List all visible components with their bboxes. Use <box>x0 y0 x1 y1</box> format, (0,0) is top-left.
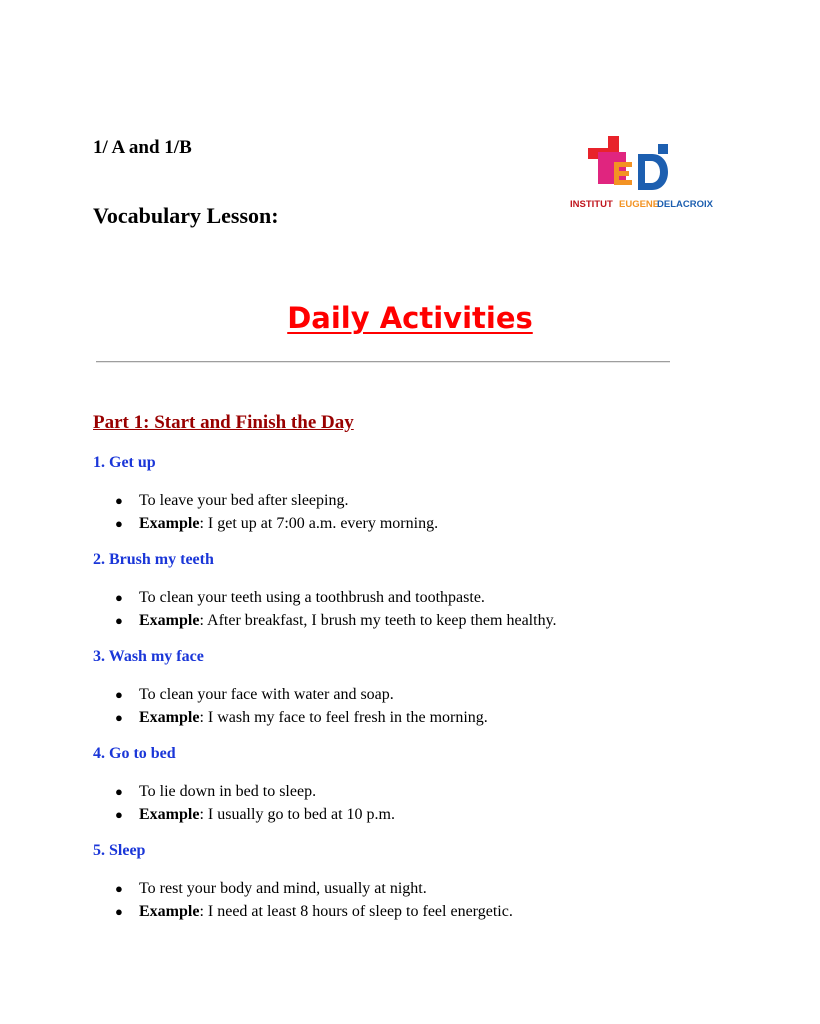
page-title: Daily Activities <box>287 301 533 335</box>
example-item <box>93 900 713 923</box>
example-text: : I need at least 8 hours of sleep to feel energetic. <box>199 903 513 920</box>
logo-magenta-block <box>598 152 626 184</box>
bullet-icon: ● <box>115 687 123 702</box>
definition-text: To clean your teeth using a toothbrush and toothpaste. <box>139 589 485 606</box>
vocab-entry-wash-face <box>93 647 713 744</box>
vocab-entry-title: 3. Wash my face <box>93 648 204 665</box>
logo-text-institut: INSTITUT <box>570 199 613 210</box>
example-text: : I get up at 7:00 a.m. every morning. <box>199 515 439 532</box>
definition-text: To lie down in bed to sleep. <box>139 783 317 800</box>
class-line: 1/ A and 1/B <box>93 137 192 158</box>
institut-eugene-delacroix-logo <box>566 136 713 212</box>
example-text: : After breakfast, I brush my teeth to keep them healthy. <box>199 612 557 629</box>
definition-text: To clean your face with water and soap. <box>139 686 394 703</box>
vocab-entry-details <box>93 489 713 535</box>
definition-item <box>93 683 713 706</box>
vocab-entry-go-to-bed <box>93 744 713 841</box>
horizontal-divider <box>96 361 670 363</box>
bullet-icon: ● <box>115 784 123 799</box>
bullet-icon: ● <box>115 590 123 605</box>
bullet-icon: ● <box>115 881 123 896</box>
part-heading: Part 1: Start and Finish the Day <box>93 412 354 433</box>
vocab-entry-get-up <box>93 453 713 550</box>
vocab-entry-details <box>93 683 713 729</box>
vocab-entry-title: 5. Sleep <box>93 842 146 859</box>
vocab-entry-details <box>93 877 713 923</box>
bullet-icon: ● <box>115 493 123 508</box>
bullet-icon: ● <box>115 613 123 628</box>
logo-blue-bar <box>658 144 668 154</box>
example-item <box>93 609 713 632</box>
vocab-entry-details <box>93 780 713 826</box>
vocab-entry-details <box>93 586 713 632</box>
example-label: Example <box>139 612 200 629</box>
vocab-entry-title: 1. Get up <box>93 454 156 471</box>
bullet-icon: ● <box>115 807 123 822</box>
vocabulary-list <box>93 453 713 938</box>
vocab-entry-sleep <box>93 841 713 938</box>
vocab-entry-brush-teeth <box>93 550 713 647</box>
example-item <box>93 512 713 535</box>
definition-item <box>93 780 713 803</box>
example-item <box>93 803 713 826</box>
example-text: : I usually go to bed at 10 p.m. <box>199 806 395 823</box>
vocab-entry-title: 2. Brush my teeth <box>93 551 214 568</box>
logo-letter-d <box>638 154 668 190</box>
definition-item <box>93 586 713 609</box>
logo-text-delacroix: DELACROIX <box>657 199 713 210</box>
example-item <box>93 706 713 729</box>
lesson-label: Vocabulary Lesson: <box>93 203 279 228</box>
example-label: Example <box>139 709 200 726</box>
example-label: Example <box>139 903 200 920</box>
bullet-icon: ● <box>115 516 123 531</box>
bullet-icon: ● <box>115 710 123 725</box>
example-label: Example <box>139 806 200 823</box>
logo-letter-e <box>614 162 632 185</box>
definition-item <box>93 877 713 900</box>
definition-text: To leave your bed after sleeping. <box>139 492 349 509</box>
example-label: Example <box>139 515 200 532</box>
definition-text: To rest your body and mind, usually at night. <box>139 880 427 897</box>
example-text: : I wash my face to feel fresh in the morning. <box>199 709 488 726</box>
bullet-icon: ● <box>115 904 123 919</box>
definition-item <box>93 489 713 512</box>
logo-text-eugene: EUGENE <box>619 199 660 210</box>
vocab-entry-title: 4. Go to bed <box>93 745 176 762</box>
